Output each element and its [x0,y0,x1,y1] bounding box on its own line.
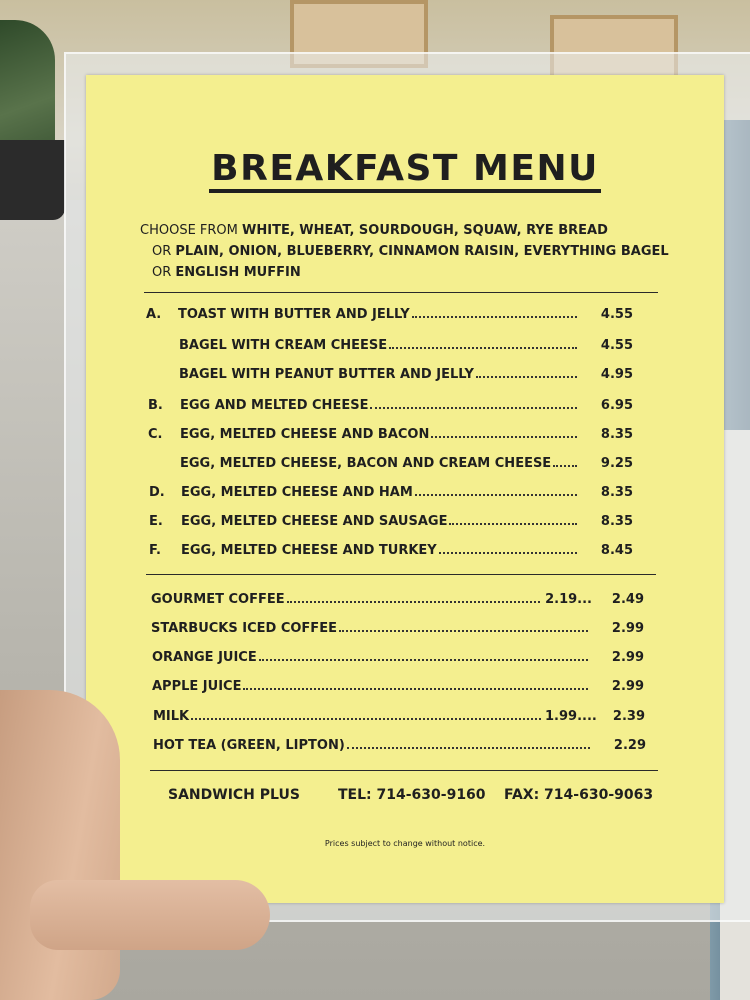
price-note: Prices subject to change without notice. [324,839,486,848]
drink-item: GOURMET COFFEE 2.19... 2.49 [151,592,644,607]
divider [150,770,658,771]
menu-item: BAGEL WITH PEANUT BUTTER AND JELLY 4.95 [179,367,633,382]
menu-item: E. EGG, MELTED CHEESE AND SAUSAGE 8.35 [149,514,633,529]
menu-item: BAGEL WITH CREAM CHEESE 4.55 [179,338,633,353]
drink-item: ORANGE JUICE 2.99 [152,650,644,665]
menu-item: C. EGG, MELTED CHEESE AND BACON 8.35 [148,427,633,442]
menu-item: F. EGG, MELTED CHEESE AND TURKEY 8.45 [149,543,633,558]
menu-sheet [86,75,724,903]
divider [144,292,658,293]
plant [0,20,55,160]
drink-item: APPLE JUICE 2.99 [152,679,644,694]
fax-number: FAX: 714-630-9063 [504,787,654,803]
hand [0,690,120,1000]
thumb [30,880,270,950]
menu-item: A. TOAST WITH BUTTER AND JELLY 4.55 [146,307,633,322]
menu-title: BREAKFAST MENU [86,148,724,189]
divider [146,574,656,575]
menu-item: B. EGG AND MELTED CHEESE 6.95 [148,398,633,413]
menu-item: D. EGG, MELTED CHEESE AND HAM 8.35 [149,485,633,500]
phone-number: TEL: 714-630-9160 [338,787,486,803]
drink-item: STARBUCKS ICED COFFEE 2.99 [151,621,644,636]
drink-item: HOT TEA (GREEN, LIPTON) 2.29 [153,738,646,753]
drink-item: MILK 1.99.... 2.39 [153,709,645,724]
bread-choices: CHOOSE FROM WHITE, WHEAT, SOURDOUGH, SQUAW, RYE BREAD OR PLAIN, ONION, BLUEBERRY, CINNAMON RAISIN, EVERYTHING BAGEL OR ENGLISH MUFFIN [140,223,669,280]
plant-pot [0,140,65,220]
menu-item: EGG, MELTED CHEESE, BACON AND CREAM CHEESE 9.25 [180,456,633,471]
shop-name: SANDWICH PLUS [168,787,300,803]
